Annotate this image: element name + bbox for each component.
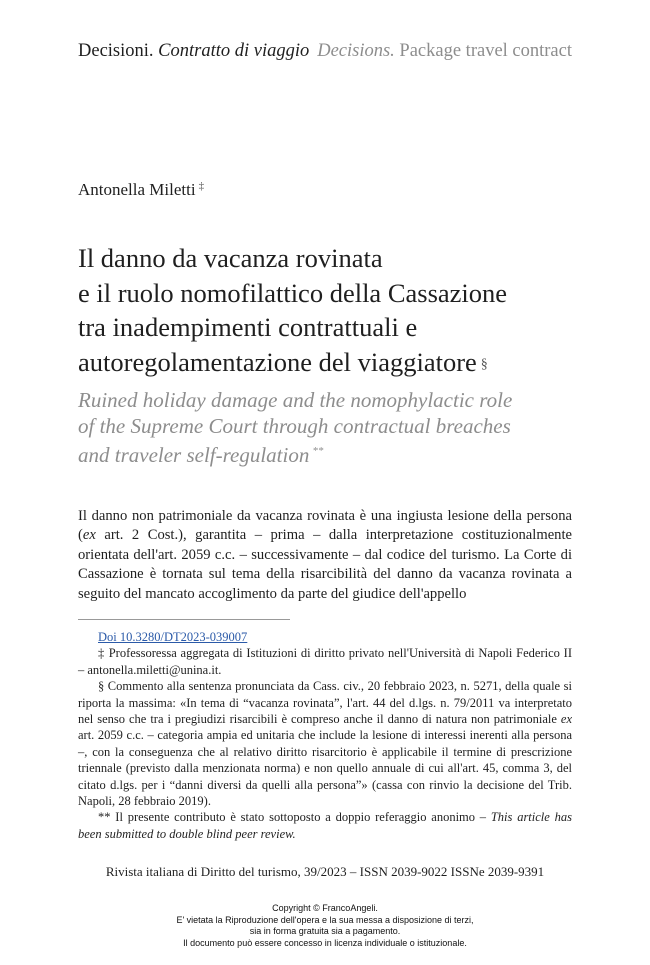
author-name: Antonella Miletti — [78, 180, 196, 199]
footnote-author — [78, 645, 572, 678]
footnote-text: Professoressa aggregata di Istituzioni di diritto privato nell'Università di Napoli Federico II – antonella.miletti@unina.it. — [78, 646, 572, 677]
doi-line — [78, 629, 572, 645]
author-line — [78, 175, 204, 201]
article-title — [78, 241, 588, 382]
abstract-ex-italic: ex — [82, 527, 96, 544]
footnotes — [78, 629, 572, 842]
author-footnote-mark: ‡ — [198, 180, 205, 192]
english-title — [78, 388, 578, 469]
copyright-line: sia in forma gratuita sia a pagamento. — [249, 926, 401, 936]
footnote-separator — [78, 619, 290, 620]
copyright-line: E' vietata la Riproduzione dell'opera e la sua messa a disposizione di terzi, — [176, 914, 474, 925]
subtitle-line — [78, 439, 578, 469]
header-section-topic-en: Package travel contract — [399, 41, 572, 61]
footnote-mark: § — [98, 679, 105, 694]
title-line-text: autoregolamentazione del viaggiatore — [78, 346, 477, 377]
abstract-paragraph — [78, 507, 572, 604]
copyright-line: Copyright © FrancoAngeli. — [272, 903, 378, 913]
abstract — [78, 507, 572, 604]
abstract-text-cont: art. 2 Cost.), garantita – prima – dalla interpretazione costituzionalmente orientata dell'art. 2059 c.c. – successivamente – dal codice del turismo. La Corte di Cassazione è tornata sul tema della risarcibilità del danno da vacanza rovinata a seguito del mancato accoglimento da parte del giudice dell'appello — [78, 527, 572, 602]
footnote-text: Commento alla sentenza pronunciata da Cass. civ., 20 febbraio 2023, n. 5271, della quale si riporta la massima: «In tema di “vacanza rovinata”, l'art. 44 del d.lgs. n. 79/2011 va interpretato nel senso che tra i pregiudizi risarcibili è compreso anche il danno di natura non patrimoniale — [78, 679, 572, 727]
footnote-text: Il presente contributo è stato sottoposto a doppio referaggio anonimo – — [110, 810, 491, 825]
title-line: e il ruolo nomofilattico della Cassazione — [78, 277, 508, 308]
copyright-line: Il documento può essere concesso in licenza individuale o istituzionale. — [183, 937, 467, 948]
footnote-english-italic: This article has been submitted to double blind peer review. — [78, 810, 572, 841]
subtitle-line: of the Supreme Court through contractual breaches — [78, 413, 511, 438]
footnote-review — [78, 809, 572, 842]
copyright-notice — [0, 903, 650, 949]
header-section-label-en: Decisions. — [317, 41, 395, 61]
running-header-left — [78, 40, 309, 62]
footnote-mark: ** — [98, 810, 111, 825]
footnote-commentary — [78, 678, 572, 809]
abstract-text: Il danno non patrimoniale da vacanza rovinata è una ingiusta lesione della persona ( — [78, 508, 572, 544]
title-line: Il danno da vacanza rovinata — [78, 243, 383, 273]
title-line — [78, 345, 588, 383]
running-header-right — [317, 40, 572, 62]
header-section-label: Decisioni. — [78, 41, 154, 61]
title-footnote-mark: § — [480, 356, 488, 372]
footnote-ex-italic: ex — [560, 712, 572, 727]
header-section-topic: Contratto di viaggio — [158, 41, 310, 61]
subtitle-line-text: and traveler self-regulation — [78, 443, 310, 467]
footnote-text-cont: art. 2059 c.c. – categoria ampia ed unitaria che include la lesione di interessi inerenti alla persona –, con la conseguenza che al relativo diritto risarcitorio è applicabile il termine di prescrizione triennale (previsto dalla menzionata norma) e non quello annuale di cui all'art. 45, comma 3, del citato d.lgs. per i “danni diversi da quelli alla persona”» (cassa con rinvio la decisione del Trib. Napoli, 28 febbraio 2019). — [78, 728, 572, 809]
doi-link[interactable]: Doi 10.3280/DT2023-039007 — [98, 630, 248, 644]
title-line: tra inadempimenti contrattuali e — [78, 312, 418, 342]
footnote-mark: ‡ — [98, 646, 105, 661]
subtitle-line: Ruined holiday damage and the nomophylactic role — [78, 388, 513, 412]
subtitle-footnote-mark: ** — [312, 445, 324, 457]
journal-footer: Rivista italiana di Diritto del turismo, 39/2023 – ISSN 2039-9022 ISSNe 2039-9391 — [105, 864, 545, 879]
